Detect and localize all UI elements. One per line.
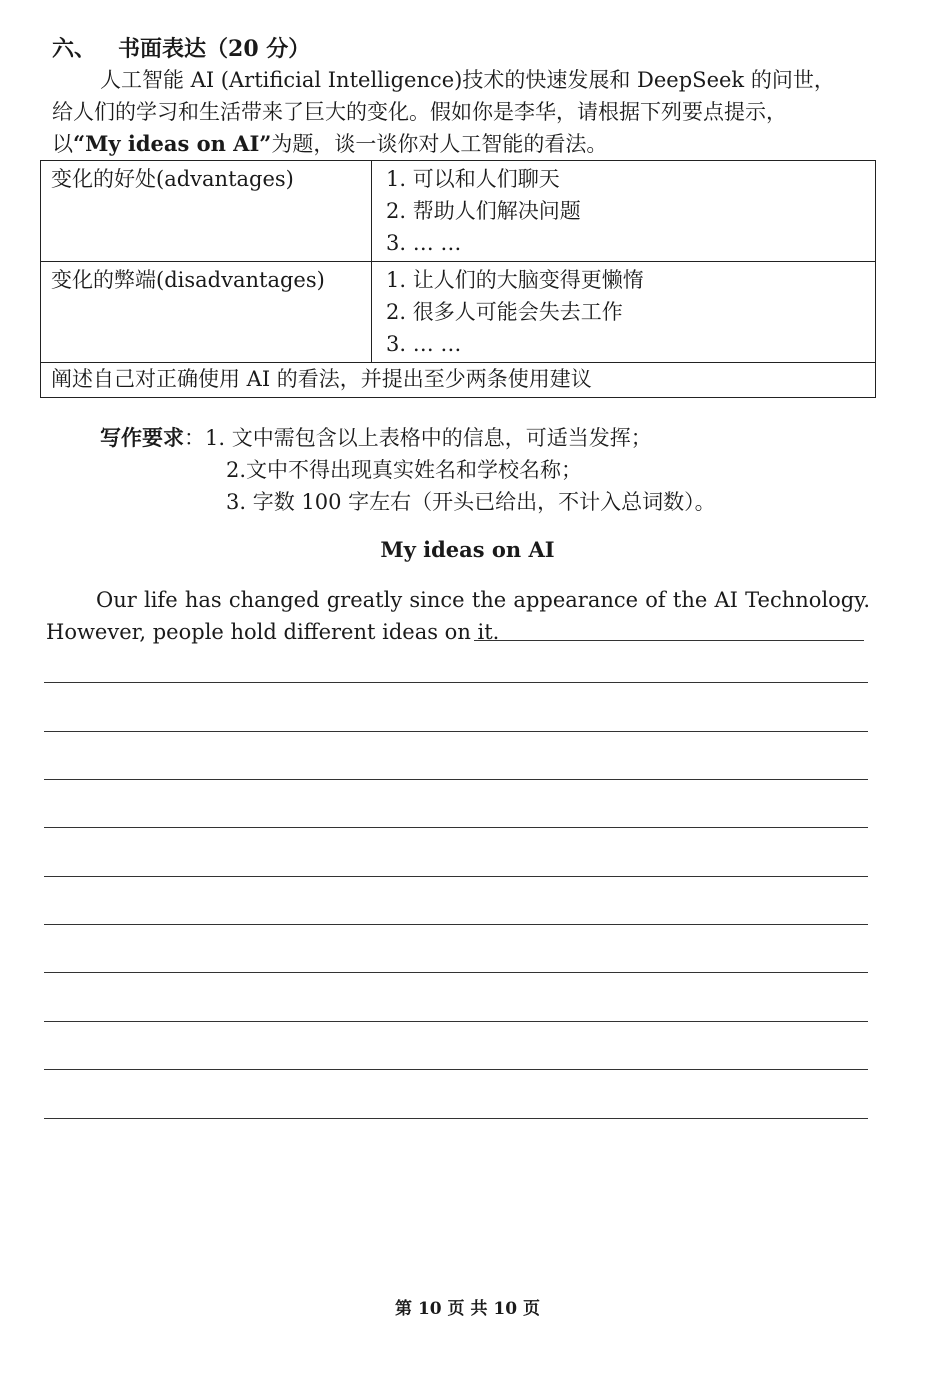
- intro-topic: “My ideas on AI”: [73, 131, 272, 156]
- intro-line-2: 给人们的学习和生活带来了巨大的变化。假如你是李华，请根据下列要点提示，: [52, 100, 787, 124]
- intro-line-1: 人工智能 AI (Artificial Intelligence)技术的快速发展和 DeepSeek 的问世，: [100, 68, 835, 92]
- section-heading: [52, 32, 310, 63]
- essay-opening-line-2: However, people hold different ideas on it.: [46, 620, 500, 644]
- section-title: 书面表达（20 分）: [118, 36, 311, 62]
- writing-line[interactable]: [44, 779, 868, 780]
- advantage-point-1: 1. 可以和人们聊天: [386, 167, 560, 191]
- advantage-point-2: 2. 帮助人们解决问题: [386, 199, 581, 223]
- writing-requirements: [100, 422, 716, 518]
- essay-line-1-text: Our life has changed greatly since the appearance of the AI Technology.: [96, 588, 870, 612]
- requirement-item-3: 3. 字数 100 字左右（开头已给出，不计入总词数）。: [226, 490, 716, 514]
- table-row-disadvantages: [41, 262, 876, 363]
- intro-line-3-prefix: 以: [52, 132, 73, 156]
- table-row-opinion: [41, 363, 876, 398]
- disadvantage-point-1: 1. 让人们的大脑变得更懒惰: [386, 268, 644, 292]
- essay-opening-line-1: [46, 584, 870, 616]
- requirements-label: 写作要求: [100, 426, 184, 450]
- essay-title: My ideas on AI: [380, 537, 555, 562]
- writing-line[interactable]: [44, 1118, 868, 1119]
- section-number: 六、: [52, 36, 97, 62]
- disadvantages-points: [372, 262, 876, 363]
- writing-line[interactable]: [44, 827, 868, 828]
- writing-line[interactable]: [44, 972, 868, 973]
- opinion-requirement: 阐述自己对正确使用 AI 的看法，并提出至少两条使用建议: [41, 363, 876, 398]
- advantages-label: 变化的好处(advantages): [41, 161, 372, 262]
- writing-line[interactable]: [44, 1069, 868, 1070]
- writing-line[interactable]: [44, 682, 868, 683]
- requirements-table: [40, 160, 876, 398]
- disadvantages-label: 变化的弊端(disadvantages): [41, 262, 372, 363]
- writing-line[interactable]: [44, 924, 868, 925]
- advantage-point-3: 3. … …: [386, 231, 462, 255]
- writing-blank-inline[interactable]: [474, 640, 864, 641]
- writing-line[interactable]: [44, 1021, 868, 1022]
- requirement-row-1: [100, 422, 716, 454]
- writing-line[interactable]: [44, 731, 868, 732]
- disadvantage-point-2: 2. 很多人可能会失去工作: [386, 300, 623, 324]
- disadvantage-point-3: 3. … …: [386, 332, 462, 356]
- table-row-advantages: [41, 161, 876, 262]
- intro-line-3: [52, 128, 872, 160]
- writing-line[interactable]: [44, 876, 868, 877]
- requirement-item-1: ：1. 文中需包含以上表格中的信息，可适当发挥；: [184, 426, 652, 450]
- page-number: 第 10 页 共 10 页: [395, 1299, 540, 1319]
- intro-line-3-suffix: 为题，谈一谈你对人工智能的看法。: [271, 132, 608, 156]
- advantages-points: [372, 161, 876, 262]
- requirement-item-2: 2.文中不得出现真实姓名和学校名称；: [226, 458, 583, 482]
